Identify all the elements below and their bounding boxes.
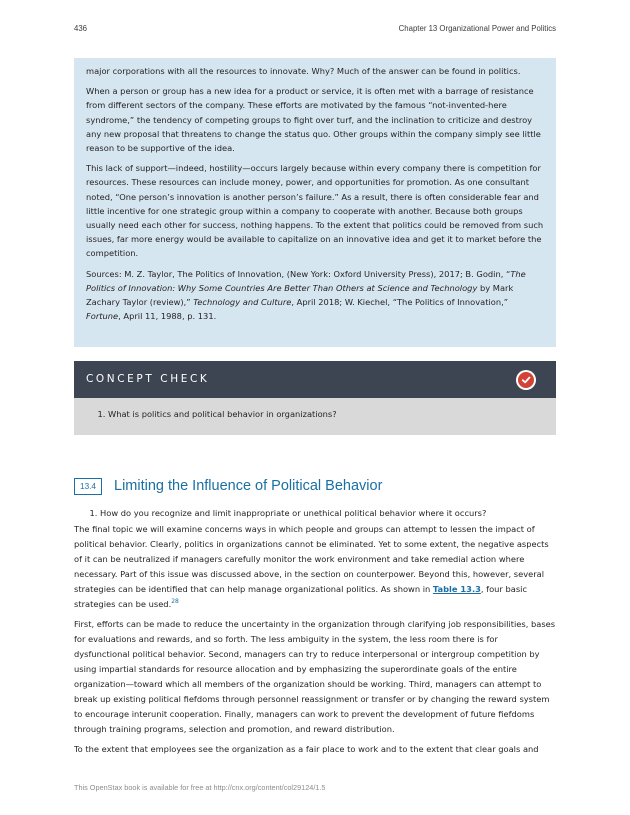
feature-paragraph: This lack of support—indeed, hostility—occurs largely because within every company there is competition for resources. These resources can include money, power, and opportunities for promotion. As one consultant noted, “One person’s innovation is another person’s failure.” As a result, there is often considerable fear and little incentive for one strategic group within a company to cooperate with another. Because both groups usually need each other for success, nothing happens. To the extent that politics could be removed from such issues, far more energy would be available to capitalize on an innovative idea and get it to market before the competition. [86, 163, 544, 259]
section-body [74, 522, 556, 762]
page-footer: This OpenStax book is available for free at http://cnx.org/content/col29124/1.5 [74, 783, 326, 792]
body-text: , four basic strategies can be used. [74, 584, 528, 609]
learning-objectives [82, 506, 486, 520]
sources-italic: Fortune [86, 311, 119, 322]
sources-italic: Technology and Culture [193, 297, 292, 308]
body-paragraph [74, 522, 556, 612]
feature-paragraph: major corporations with all the resources to innovate. Why? Much of the answer can be found in politics. [86, 66, 521, 76]
sources-text: Sources: M. Z. Taylor, The Politics of Innovation, (New York: Oxford University Press), 2017; B. Godin, “ [86, 268, 511, 279]
body-paragraph: To the extent that employees see the organization as a fair place to work and to the extent that clear goals and [74, 744, 539, 754]
section-title: Limiting the Influence of Political Behavior [114, 478, 383, 494]
concept-check-header [74, 361, 556, 398]
footnote-link[interactable]: 28 [171, 598, 179, 606]
concept-check-question: 1. What is politics and political behavior in organizations? [108, 409, 540, 419]
feature-sources [86, 267, 544, 324]
page-number: 436 [74, 24, 88, 33]
sources-text: , April 2018; W. Kiechel, “The Politics of Innovation,” [291, 297, 509, 308]
feature-box [74, 58, 556, 347]
sources-text: by Mark Zachary Taylor (review),” [86, 282, 514, 308]
feature-paragraph: When a person or group has a new idea for a product or service, it is often met with a barrage of resistance from different sectors of the company. These efforts are motivated by the famous “not-invented-here syndrome,” the tendency of competing groups to fight over turf, and the inclination to criticize and destroy any new proposal that threatens to change the status quo. Other groups within the company simply see little reason to be supportive of the idea. [86, 86, 541, 154]
page-header [74, 24, 556, 36]
section-number: 13.4 [74, 478, 102, 495]
sources-text: , April 11, 1988, p. 131. [118, 311, 217, 322]
concept-check-title: CONCEPT CHECK [86, 373, 210, 385]
learning-objective: 1. How do you recognize and limit inappropriate or unethical political behavior where it occurs? [100, 506, 486, 520]
body-text: The final topic we will examine concerns ways in which people and groups can attempt to lessen the impact of political behavior. Clearly, politics in organizations cannot be eliminated. Yet to some extent, the negative aspects of it can be neutralized if managers carefully monitor the work environment and take remedial action where necessary. Part of this issue was discussed above, in the section on counterpower. Beyond this, however, several strategies can be identified that can help manage organizational politics. As shown in [74, 524, 549, 594]
section-heading [74, 475, 382, 497]
sources-italic: The Politics of Innovation: Why Some Countries Are Better Than Others at Science and Technology [86, 268, 526, 293]
body-paragraph: First, efforts can be made to reduce the uncertainty in the organization through clarifying job responsibilities, bases for evaluations and rewards, and so forth. The less ambiguity in the system, the less room there is for dysfunctional political behavior. Second, managers can try to reduce interpersonal or intergroup competition by using impartial standards for resource allocation and by emphasizing the superordinate goals of the entire organization—toward which all members of the organization should be working. Third, managers can attempt to break up existing political fiefdoms through personnel reassignment or transfer or by changing the reward system to encourage interunit cooperation. Finally, managers can work to prevent the development of future fiefdoms through training programs, selection and promotion, and reward distribution. [74, 619, 556, 734]
table-13-3-link[interactable]: Table 13.3 [432, 584, 481, 594]
check-circle-icon [516, 370, 536, 390]
chapter-title: Chapter 13 Organizational Power and Politics [398, 24, 556, 33]
concept-check-body [74, 398, 556, 435]
